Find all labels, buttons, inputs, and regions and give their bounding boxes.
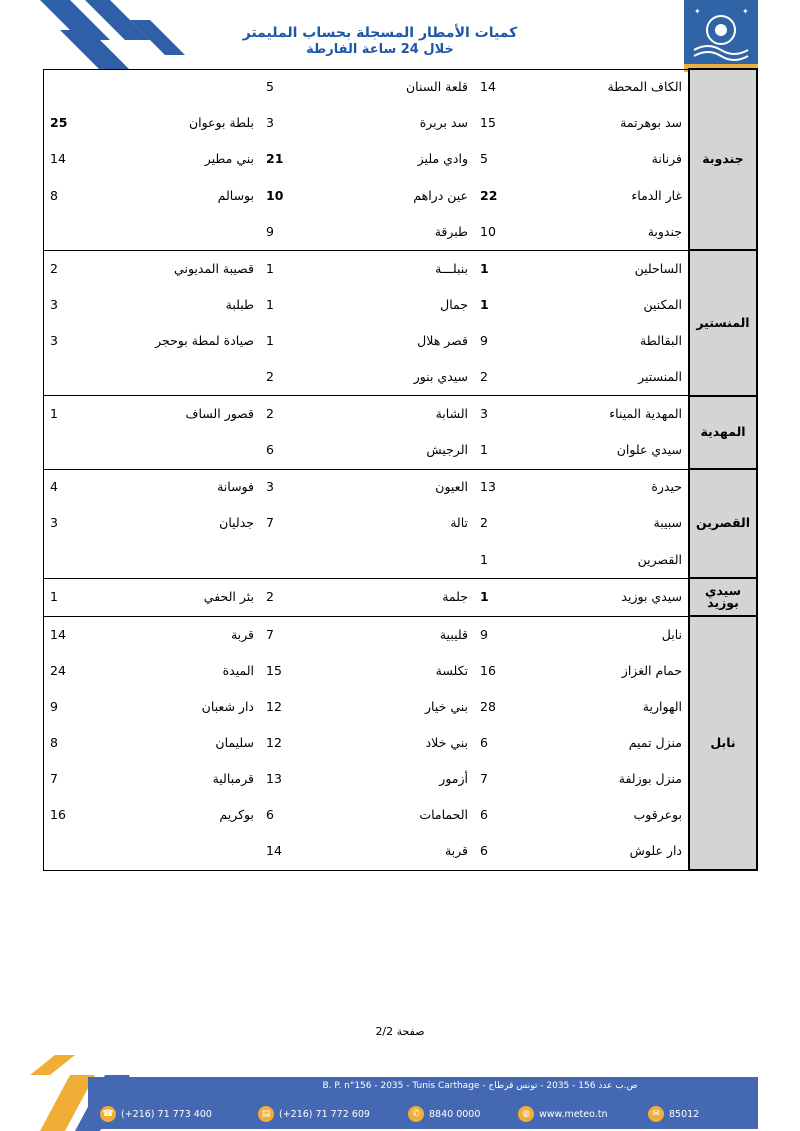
station-name: بوسالم bbox=[217, 187, 254, 203]
page-title: كميات الأمطار المسجلة بحساب المليمتر bbox=[242, 25, 518, 41]
rainfall-value bbox=[44, 432, 89, 469]
station-name: بوكريم bbox=[219, 807, 254, 823]
rainfall-value: 7 bbox=[480, 771, 488, 787]
rainfall-value bbox=[260, 542, 327, 579]
rainfall-value: 10 bbox=[266, 187, 284, 203]
rainfall-value: 1 bbox=[474, 432, 541, 469]
rainfall-value: 1 bbox=[44, 396, 89, 433]
rainfall-value: 9 bbox=[260, 214, 327, 251]
rainfall-value: 1 bbox=[266, 296, 274, 312]
fax-icon: ▤ bbox=[258, 1106, 274, 1122]
rainfall-value: 1 bbox=[474, 578, 541, 616]
station-name: تكلسة bbox=[435, 662, 468, 678]
rainfall-value: 14 bbox=[44, 616, 89, 653]
table-row bbox=[44, 178, 758, 214]
station-name: القصرين bbox=[541, 542, 689, 579]
station-name: منزل بوزلفة bbox=[618, 771, 682, 787]
svg-text:✦: ✦ bbox=[742, 7, 749, 16]
rainfall-value: 2 bbox=[260, 359, 327, 396]
station-name: سبيبة bbox=[653, 515, 682, 531]
station-name: سد بربرة bbox=[419, 115, 468, 131]
station-name: قصر هلال bbox=[417, 332, 468, 348]
station-name: بئر الحفي bbox=[88, 578, 260, 616]
svg-text:✦: ✦ bbox=[694, 7, 701, 16]
station-name: المهدية الميناء bbox=[541, 396, 689, 433]
governorate-cell: نابل bbox=[689, 616, 757, 870]
rainfall-value: 7 bbox=[260, 616, 327, 653]
table-row bbox=[44, 578, 758, 616]
station-name: الساحلين bbox=[541, 250, 689, 287]
rainfall-value: 9 bbox=[44, 689, 89, 725]
governorate-cell: المهدية bbox=[689, 396, 757, 469]
table-row bbox=[44, 833, 758, 870]
rainfall-value: 16 bbox=[44, 797, 89, 833]
footer-green-number: ✆ 8840 0000 bbox=[408, 1105, 480, 1123]
institute-logo bbox=[684, 0, 758, 72]
footer-address: B. P. n°156 - 2035 - Tunis Carthage - ص.ب عدد 156 - 2035 - تونس قرطاج bbox=[322, 1081, 638, 1091]
phone-handset-icon: ✆ bbox=[408, 1106, 424, 1122]
governorate-cell: المنستير bbox=[689, 250, 757, 395]
page-subtitle: خلال 24 ساعة الفارطة bbox=[306, 42, 454, 57]
station-name: قصيبة المديوني bbox=[88, 250, 260, 287]
footer-phone: ☎ (+216) 71 773 400 bbox=[100, 1105, 212, 1123]
rainfall-value: 7 bbox=[44, 761, 89, 797]
station-name: الحمامات bbox=[419, 807, 468, 823]
rainfall-value: 8 bbox=[44, 725, 89, 761]
station-name: قربة bbox=[88, 616, 260, 653]
rainfall-value bbox=[44, 214, 89, 251]
station-name: فوسانة bbox=[88, 469, 260, 506]
station-name: سد بوهرتمة bbox=[620, 115, 682, 131]
footer bbox=[0, 1055, 800, 1131]
rainfall-value: 2 bbox=[44, 250, 89, 287]
rainfall-value: 28 bbox=[480, 698, 496, 714]
rainfall-value: 1 bbox=[480, 296, 489, 312]
sun-wave-icon bbox=[684, 0, 758, 64]
table-row bbox=[44, 761, 758, 797]
rainfall-value: 8 bbox=[44, 178, 89, 214]
station-name: بوعرقوب bbox=[633, 807, 682, 823]
rainfall-value: 3 bbox=[474, 396, 541, 433]
station-name: دار علوش bbox=[541, 833, 689, 870]
rainfall-value: 3 bbox=[44, 287, 89, 323]
station-name bbox=[88, 214, 260, 251]
rainfall-value bbox=[44, 833, 89, 870]
station-name: دار شعبان bbox=[201, 698, 254, 714]
governorate-cell: القصرين bbox=[689, 469, 757, 578]
table-row bbox=[44, 359, 758, 396]
station-name: فرنانة bbox=[651, 151, 682, 167]
table-row bbox=[44, 287, 758, 323]
rainfall-value: 3 bbox=[266, 115, 274, 131]
station-name: بني مطير bbox=[204, 151, 254, 167]
station-name: الشابة bbox=[327, 396, 474, 433]
rainfall-value: 5 bbox=[480, 151, 488, 167]
rainfall-value: 1 bbox=[266, 332, 274, 348]
table-row bbox=[44, 214, 758, 251]
rainfall-value: 1 bbox=[474, 250, 541, 287]
station-name: جندوبة bbox=[541, 214, 689, 251]
rainfall-value bbox=[44, 542, 89, 579]
station-name: بني خلاد bbox=[425, 734, 468, 750]
rainfall-table bbox=[43, 68, 758, 871]
rainfall-value: 13 bbox=[266, 771, 282, 787]
station-name: أزمور bbox=[439, 771, 468, 787]
footer-fax: ▤ (+216) 71 772 609 bbox=[258, 1105, 370, 1123]
rainfall-value: 16 bbox=[480, 662, 496, 678]
station-name: بلطة بوعوان bbox=[188, 115, 254, 131]
page-number: صفحة 2/2 bbox=[375, 1025, 425, 1038]
table-row bbox=[44, 69, 758, 106]
rainfall-value: 6 bbox=[266, 807, 274, 823]
station-name bbox=[88, 542, 260, 579]
station-name: منزل تميم bbox=[628, 734, 682, 750]
rainfall-value: 14 bbox=[260, 833, 327, 870]
table-row bbox=[44, 250, 758, 287]
rainfall-value: 6 bbox=[480, 807, 488, 823]
station-name: وادي مليز bbox=[417, 151, 468, 167]
table-row bbox=[44, 396, 758, 433]
governorate-cell: جندوبة bbox=[689, 69, 757, 250]
station-name: قصور الساف bbox=[88, 396, 260, 433]
station-name: تالة bbox=[450, 515, 468, 531]
table-row bbox=[44, 506, 758, 542]
station-name: الميدة bbox=[222, 662, 254, 678]
table-row bbox=[44, 542, 758, 579]
rainfall-value: 2 bbox=[260, 578, 327, 616]
table-row bbox=[44, 469, 758, 506]
rainfall-value: 3 bbox=[44, 506, 89, 542]
rainfall-value: 9 bbox=[474, 616, 541, 653]
rainfall-value: 6 bbox=[260, 432, 327, 469]
rainfall-value: 2 bbox=[474, 359, 541, 396]
rainfall-value: 1 bbox=[44, 578, 89, 616]
rainfall-value: 25 bbox=[44, 106, 89, 142]
station-name: قلعة السنان bbox=[327, 69, 474, 106]
footer-sms: ✉ 85012 bbox=[648, 1105, 699, 1123]
station-name: جلمة bbox=[327, 578, 474, 616]
station-name: الهوارية bbox=[642, 698, 682, 714]
station-name: جمال bbox=[440, 296, 468, 312]
rainfall-value: 24 bbox=[44, 653, 89, 689]
table-row bbox=[44, 725, 758, 761]
table-row bbox=[44, 653, 758, 689]
rainfall-value: 22 bbox=[480, 187, 498, 203]
rainfall-value: 6 bbox=[480, 734, 488, 750]
rainfall-value: 12 bbox=[266, 734, 282, 750]
globe-icon: ◍ bbox=[518, 1106, 534, 1122]
rainfall-value: 10 bbox=[474, 214, 541, 251]
phone-icon: ☎ bbox=[100, 1106, 116, 1122]
footer-website[interactable]: ◍ www.meteo.tn bbox=[518, 1105, 608, 1123]
station-name: صيادة لمطة بوحجر bbox=[155, 332, 254, 348]
sms-icon: ✉ bbox=[648, 1106, 664, 1122]
station-name: بنبلـــة bbox=[327, 250, 474, 287]
station-name: غار الدماء bbox=[631, 187, 682, 203]
rainfall-value: 5 bbox=[260, 69, 327, 106]
station-name: سيدي بنور bbox=[327, 359, 474, 396]
table-row bbox=[44, 797, 758, 833]
table-row bbox=[44, 432, 758, 469]
station-name: طبلبة bbox=[225, 296, 254, 312]
rainfall-value: 15 bbox=[266, 662, 282, 678]
table-row bbox=[44, 689, 758, 725]
station-name: عين دراهم bbox=[413, 187, 468, 203]
station-name: المكنين bbox=[643, 296, 682, 312]
station-name: نابل bbox=[541, 616, 689, 653]
rainfall-value: 1 bbox=[260, 250, 327, 287]
station-name: سليمان bbox=[215, 734, 254, 750]
station-name: قربة bbox=[327, 833, 474, 870]
rainfall-value: 13 bbox=[474, 469, 541, 506]
station-name bbox=[88, 833, 260, 870]
station-name: المنستير bbox=[541, 359, 689, 396]
station-name: طبرقة bbox=[327, 214, 474, 251]
station-name: سيدي علوان bbox=[541, 432, 689, 469]
station-name bbox=[88, 432, 260, 469]
rainfall-value: 4 bbox=[44, 469, 89, 506]
station-name bbox=[88, 69, 260, 106]
station-name: حيدرة bbox=[541, 469, 689, 506]
rainfall-value: 7 bbox=[266, 515, 274, 531]
station-name: البقالطة bbox=[640, 332, 682, 348]
rainfall-value: 1 bbox=[474, 542, 541, 579]
rainfall-value: 9 bbox=[480, 332, 488, 348]
rainfall-value: 14 bbox=[474, 69, 541, 106]
table-row bbox=[44, 142, 758, 178]
rainfall-value: 21 bbox=[266, 151, 284, 167]
table-row bbox=[44, 616, 758, 653]
rainfall-value: 2 bbox=[480, 515, 488, 531]
station-name: بني خيار bbox=[425, 698, 468, 714]
station-name: الرجيش bbox=[327, 432, 474, 469]
rainfall-value: 2 bbox=[260, 396, 327, 433]
station-name: العيون bbox=[327, 469, 474, 506]
rainfall-value: 12 bbox=[266, 698, 282, 714]
governorate-cell: سيدي بوزيد bbox=[689, 578, 757, 616]
station-name bbox=[88, 359, 260, 396]
rainfall-value: 15 bbox=[480, 115, 496, 131]
station-name: الكاف المحطة bbox=[541, 69, 689, 106]
rainfall-value: 3 bbox=[260, 469, 327, 506]
rainfall-value: 6 bbox=[474, 833, 541, 870]
station-name: سيدي بوزيد bbox=[541, 578, 689, 616]
table-row bbox=[44, 106, 758, 142]
station-name: حمام الغزاز bbox=[621, 662, 682, 678]
rainfall-value bbox=[44, 69, 89, 106]
rainfall-value bbox=[44, 359, 89, 396]
station-name bbox=[327, 542, 474, 579]
station-name: قليبية bbox=[327, 616, 474, 653]
rainfall-value: 3 bbox=[44, 323, 89, 359]
station-name: جدليان bbox=[219, 515, 254, 531]
station-name: قرمبالية bbox=[212, 771, 254, 787]
table-row bbox=[44, 323, 758, 359]
rainfall-value: 14 bbox=[44, 142, 89, 178]
